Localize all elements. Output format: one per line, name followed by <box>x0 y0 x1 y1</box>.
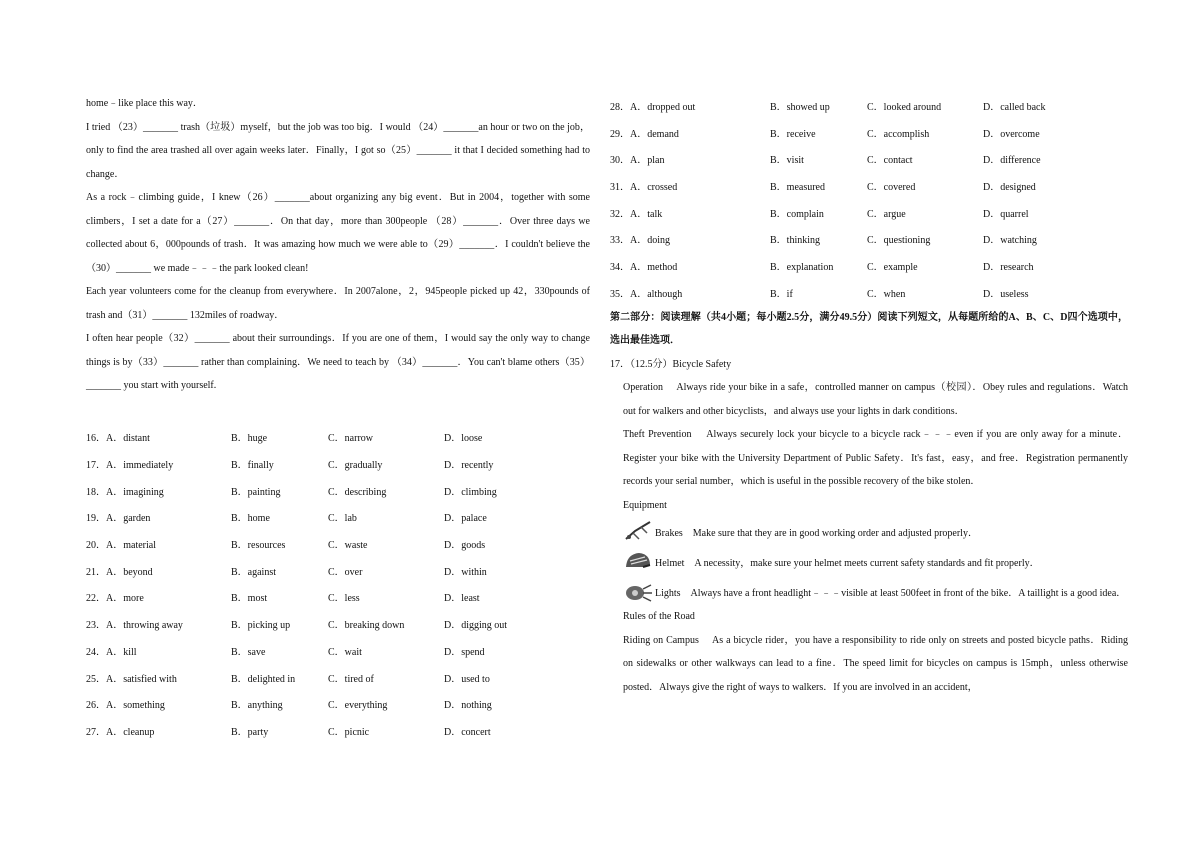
option-row <box>86 664 590 691</box>
option-d: D．spend <box>444 646 485 658</box>
option-a: 19．A．garden <box>86 513 151 525</box>
option-d: D．nothing <box>444 700 492 712</box>
option-c: C．example <box>867 261 918 273</box>
option-a: 21．A．beyond <box>86 566 153 578</box>
option-d: D．within <box>444 566 487 578</box>
option-b: B．home <box>231 513 270 525</box>
brakes-text: Brakes Make sure that they are in good working order and adjusted properly． <box>655 527 978 539</box>
option-row <box>610 172 1128 199</box>
option-d: D．climbing <box>444 486 497 498</box>
option-c: C．accomplish <box>867 128 930 140</box>
cloze-paragraph-3: As a rock﹣climbing guide，I knew（26）_______about organizing any big event．But in 2004，together with some climbers，I set a date for a（27）_______．On that day，more than 300people （28）_______．Over three days we collected about 6，000pounds of trash．It was amazing how much we were able to（29）_______．I couldn't believe the（30）_______ we made﹣﹣﹣the park looked clean! <box>86 192 590 274</box>
option-d: D．recently <box>444 460 494 472</box>
option-c: C．everything <box>328 700 388 712</box>
option-c: C．waste <box>328 540 368 552</box>
option-row <box>610 119 1128 146</box>
option-row <box>86 424 590 451</box>
lights-row <box>610 579 1128 605</box>
option-d: D．concert <box>444 726 491 738</box>
option-row <box>86 450 590 477</box>
riding-paragraph: Riding on Campus As a bicycle rider，you have a responsibility to ride only on streets and posted bicycle paths．Riding on sidewalks or other walkways can lead to a fine．The speed limit for bicycles on campus is 15mph，unless otherwise posted．Always give the right of ways to walkers．If you are involved in an accident， <box>623 634 1128 693</box>
option-a: 20．A．material <box>86 540 156 552</box>
option-d: D．digging out <box>444 620 508 632</box>
section-header: 第二部分：阅读理解（共4小题；每小题2.5分，满分49.5分）阅读下列短文，从每题所给的A、B、C、D四个选项中，选出最佳选项． <box>610 311 1128 346</box>
option-row <box>86 584 590 611</box>
option-row <box>86 717 590 744</box>
option-b: B．thinking <box>770 235 821 247</box>
cloze-paragraph-1: home﹣like place this way． <box>86 98 203 109</box>
option-b: B．most <box>231 593 268 605</box>
option-b: B．against <box>231 566 276 578</box>
option-b: B．party <box>231 726 269 738</box>
option-a: 17．A．immediately <box>86 460 174 472</box>
option-a: 18．A．imagining <box>86 486 164 498</box>
option-d: D．least <box>444 593 480 605</box>
option-a: 22．A．more <box>86 593 144 605</box>
option-b: B．complain <box>770 208 824 220</box>
operation-paragraph: Operation Always ride your bike in a safe，controlled manner on campus（校园）．Obey rules and regulations．Watch out for walkers and other bicyclists，and always use your lights in dark conditions． <box>623 382 1128 417</box>
option-row <box>610 145 1128 172</box>
option-a: 24．A．kill <box>86 646 137 658</box>
option-row <box>86 637 590 664</box>
option-c: C．covered <box>867 181 916 193</box>
option-d: D．difference <box>983 155 1041 167</box>
option-d: D．overcome <box>983 128 1040 140</box>
option-a: 33．A．doing <box>610 235 670 247</box>
option-row <box>86 477 590 504</box>
option-b: B．explanation <box>770 261 834 273</box>
option-row <box>610 252 1128 279</box>
option-row <box>610 279 1128 306</box>
option-row <box>86 557 590 584</box>
option-c: C．lab <box>328 513 357 525</box>
option-a: 16．A．distant <box>86 433 150 445</box>
option-b: B．painting <box>231 486 281 498</box>
option-d: D．quarrel <box>983 208 1029 220</box>
option-c: C．contact <box>867 155 913 167</box>
option-b: B．finally <box>231 460 274 472</box>
option-b: B．measured <box>770 181 825 193</box>
option-b: B．anything <box>231 700 283 712</box>
option-d: D．designed <box>983 181 1036 193</box>
option-d: D．used to <box>444 673 490 685</box>
option-c: C．gradually <box>328 460 383 472</box>
equipment-heading: Equipment <box>623 499 667 511</box>
option-a: 34．A．method <box>610 261 678 273</box>
option-b: B．receive <box>770 128 816 140</box>
option-c: C．questioning <box>867 235 931 247</box>
option-b: B．if <box>770 288 793 300</box>
option-b: B．showed up <box>770 101 830 113</box>
option-c: C．picnic <box>328 726 370 738</box>
option-b: B．visit <box>770 155 804 167</box>
cloze-paragraph-4: Each year volunteers come for the cleanup from everywhere．In 2007alone，2，945people picked up 42，330pounds of trash and（31）_______ 132miles of roadway． <box>86 286 590 321</box>
right-column <box>610 92 1128 699</box>
helmet-row <box>610 549 1128 575</box>
brakes-row <box>610 519 1128 545</box>
option-a: 35．A．although <box>610 288 683 300</box>
option-row <box>610 225 1128 252</box>
option-c: C．over <box>328 566 363 578</box>
question-title: 17．（12.5分）Bicycle Safety <box>610 358 732 370</box>
option-a: 28．A．dropped out <box>610 101 696 113</box>
option-b: B．picking up <box>231 620 291 632</box>
left-column <box>86 92 590 744</box>
option-row <box>86 504 590 531</box>
brakes-icon <box>623 519 653 545</box>
option-d: D．watching <box>983 235 1037 247</box>
option-c: C．when <box>867 288 906 300</box>
lights-icon <box>623 579 653 605</box>
option-c: C．wait <box>328 646 362 658</box>
option-b: B．delighted in <box>231 673 296 685</box>
option-d: D．research <box>983 261 1034 273</box>
option-c: C．describing <box>328 486 387 498</box>
cloze-paragraph-5: I often hear people（32）_______ about their surroundings．If you are one of them，I would say the only way to change things is by（33）_______ rather than complaining．We need to teach by （34）_______．You can't blame others（35）_______ you start with yourself. <box>86 333 590 391</box>
rules-heading: Rules of the Road <box>623 611 695 622</box>
option-a: 32．A．talk <box>610 208 663 220</box>
option-row <box>86 530 590 557</box>
cloze-paragraph-2: I tried （23）_______ trash（垃圾）myself，but the job was too big．I would （24）_______an hour or two on the job，only to find the area trashed all over again weeks later．Finally，I got so（25）_______ it that I decided something had to change． <box>86 121 590 180</box>
option-c: C．looked around <box>867 101 942 113</box>
option-a: 27．A．cleanup <box>86 726 155 738</box>
options-list-right <box>610 92 1128 306</box>
option-b: B．resources <box>231 540 286 552</box>
option-a: 23．A．throwing away <box>86 620 183 632</box>
option-row <box>86 690 590 717</box>
helmet-icon <box>623 549 653 575</box>
option-b: B．huge <box>231 433 268 445</box>
option-c: C．less <box>328 593 360 605</box>
theft-prevention-paragraph: Theft Prevention Always securely lock your bicycle to a bicycle rack﹣﹣﹣even if you are only away for a minute．Register your bike with the University Department of Public Safety．It's fast，easy，and free．Registration permanently records your serial number，which is useful in the possible recovery of the bike stolen． <box>623 429 1128 487</box>
option-d: D．palace <box>444 513 487 525</box>
option-a: 25．A．satisfied with <box>86 673 177 685</box>
option-d: D．goods <box>444 540 486 552</box>
options-list-left <box>86 424 590 744</box>
lights-text: Lights Always have a front headlight﹣﹣﹣visible at least 500feet in front of the bike．A taillight is a good idea． <box>655 587 1127 599</box>
option-a: 30．A．plan <box>610 155 665 167</box>
option-c: C．breaking down <box>328 620 405 632</box>
option-d: D．called back <box>983 101 1046 113</box>
option-row <box>610 92 1128 119</box>
option-a: 26．A．something <box>86 700 165 712</box>
option-d: D．loose <box>444 433 483 445</box>
option-row <box>610 199 1128 226</box>
option-c: C．narrow <box>328 433 373 445</box>
option-c: C．tired of <box>328 673 374 685</box>
option-a: 31．A．crossed <box>610 181 678 193</box>
option-a: 29．A．demand <box>610 128 679 140</box>
option-d: D．useless <box>983 288 1029 300</box>
option-b: B．save <box>231 646 266 658</box>
helmet-text: Helmet A necessity，make sure your helmet meets current safety standards and fit properly． <box>655 557 1040 569</box>
option-c: C．argue <box>867 208 906 220</box>
option-row <box>86 610 590 637</box>
